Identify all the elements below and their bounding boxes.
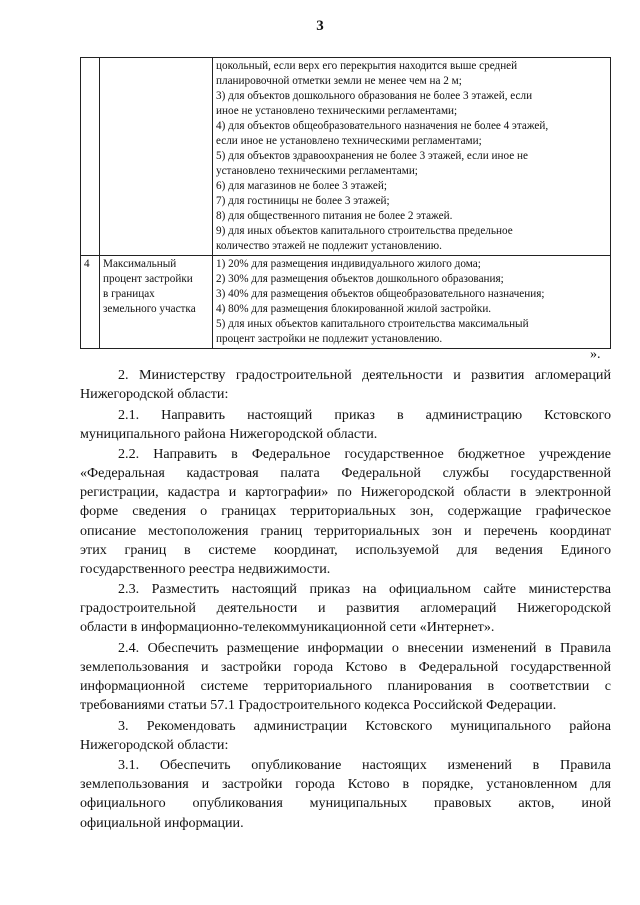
table-text-line: цокольный, если верх его перекрытия находится выше средней — [216, 60, 518, 72]
paragraph-3 — [80, 717, 611, 755]
page-number: 3 — [316, 18, 324, 34]
paragraph-line: области в информационно-телекоммуникационной сети «Интернет». — [80, 619, 495, 636]
table-name-line: Максимальный — [103, 258, 177, 270]
order-body — [80, 366, 611, 834]
table-text-line: 4) для объектов общеобразовательного назначения не более 4 этажей, — [216, 120, 549, 132]
table-text-line: иное не установлено техническими регламентами; — [216, 105, 458, 117]
table-name-line: в границах — [103, 288, 155, 300]
paragraph-line: официального опубликования муниципальных правовых актов, иной — [80, 795, 611, 812]
table-text-line: 3) для объектов дошкольного образования не более 3 этажей, если — [216, 90, 533, 102]
table-cell-number-empty — [81, 58, 100, 256]
table-text-line: 1) 20% для размещения индивидуального жилого дома; — [216, 258, 481, 270]
paragraph-3-1 — [80, 756, 611, 832]
table-text-line: 5) для объектов здравоохранения не более 3 этажей, если иное не — [216, 150, 528, 162]
paragraph-line: градостроительной деятельности и развития агломераций Нижегородской — [80, 600, 611, 617]
table-text-line: 2) 30% для размещения объектов дошкольного образования; — [216, 273, 504, 285]
table-text-line: если иное не установлено техническими регламентами; — [216, 135, 482, 147]
paragraph-line: землепользования и застройки города Кстово в Федеральной государственной — [80, 658, 611, 675]
table-text-line: процент застройки не подлежит установлению. — [216, 333, 443, 345]
paragraph-line: 3. Рекомендовать администрации Кстовского муниципального района — [118, 717, 611, 734]
paragraph-line: официальной информации. — [80, 814, 244, 831]
table-text-line: 7) для гостиницы не более 3 этажей; — [216, 195, 390, 207]
table-text-line: 4) 80% для размещения блокированной жилой застройки. — [216, 303, 492, 315]
paragraph-line: муниципального района Нижегородской области. — [80, 425, 378, 442]
table-cell-number: 4 — [81, 256, 100, 349]
paragraph-2-3 — [80, 580, 611, 637]
table-text-line: установлено техническими регламентами; — [216, 165, 418, 177]
table-text-line: 3) 40% для размещения объектов общеобразовательного назначения; — [216, 288, 545, 300]
table-text-line: 9) для иных объектов капитального строительства предельное — [216, 225, 513, 237]
paragraph-line: Нижегородской области: — [80, 386, 229, 403]
paragraph-line: 2. Министерству градостроительной деятельности и развития агломераций — [118, 367, 611, 383]
table-text-line: 8) для общественного питания не более 2 этажей. — [216, 210, 453, 222]
paragraph-line: описание местоположения границ территориальных зон и перечень координат — [80, 522, 611, 539]
table-cell-name-empty — [100, 58, 213, 256]
paragraph-line: «Федеральная кадастровая палата Федеральной службы государственной — [80, 465, 611, 482]
paragraph-2-4 — [80, 639, 611, 715]
paragraph-line: 2.3. Разместить настоящий приказ на официальном сайте министерства — [118, 581, 611, 598]
paragraph-line: 2.2. Направить в Федеральное государственное бюджетное учреждение — [118, 446, 611, 463]
paragraph-line: государственного реестра недвижимости. — [80, 560, 331, 577]
paragraph-2 — [80, 366, 611, 404]
table-text-line: 5) для иных объектов капитального строительства максимальный — [216, 318, 529, 330]
paragraph-line: 2.4. Обеспечить размещение информации о внесении изменений в Правила — [118, 639, 611, 656]
table-row-4 — [81, 256, 611, 349]
paragraph-line: регистрации, кадастра и картографии» по Нижегородской области в электронной — [80, 484, 611, 501]
table-text-line: количество этажей не подлежит установлению. — [216, 240, 442, 252]
paragraph-line: требованиями статьи 57.1 Градостроительного кодекса Российской Федерации. — [80, 697, 557, 714]
regulations-table — [80, 57, 611, 349]
table-text-line: 6) для магазинов не более 3 этажей; — [216, 180, 387, 192]
table-cell-values — [213, 58, 611, 256]
paragraph-line: форме сведения о границах территориальных зон, содержащие графическое — [80, 503, 611, 520]
table-text-line: планировочной отметки земли не менее чем на 2 м; — [216, 75, 462, 87]
paragraph-2-2 — [80, 445, 611, 579]
closing-quote-mark: ». — [590, 347, 601, 362]
paragraph-2-1 — [80, 406, 611, 444]
paragraph-line: информационной системе территориального планирования в соответствии с — [80, 678, 611, 695]
paragraph-line: Нижегородской области: — [80, 736, 229, 753]
table-name-line: земельного участка — [103, 303, 196, 315]
paragraph-line: 3.1. Обеспечить опубликование настоящих изменений в Правила — [118, 757, 611, 774]
paragraph-line: землепользования и застройки города Кстово в порядке, установленном для — [80, 776, 611, 793]
paragraph-line: этих границ в системе координат, используемой для ведения Единого — [80, 541, 611, 558]
table-row-continued — [81, 58, 611, 256]
paragraph-line: 2.1. Направить настоящий приказ в администрацию Кстовского — [118, 406, 611, 423]
table-cell-values — [213, 256, 611, 349]
table-cell-name — [100, 256, 213, 349]
table-name-line: процент застройки — [103, 273, 193, 285]
